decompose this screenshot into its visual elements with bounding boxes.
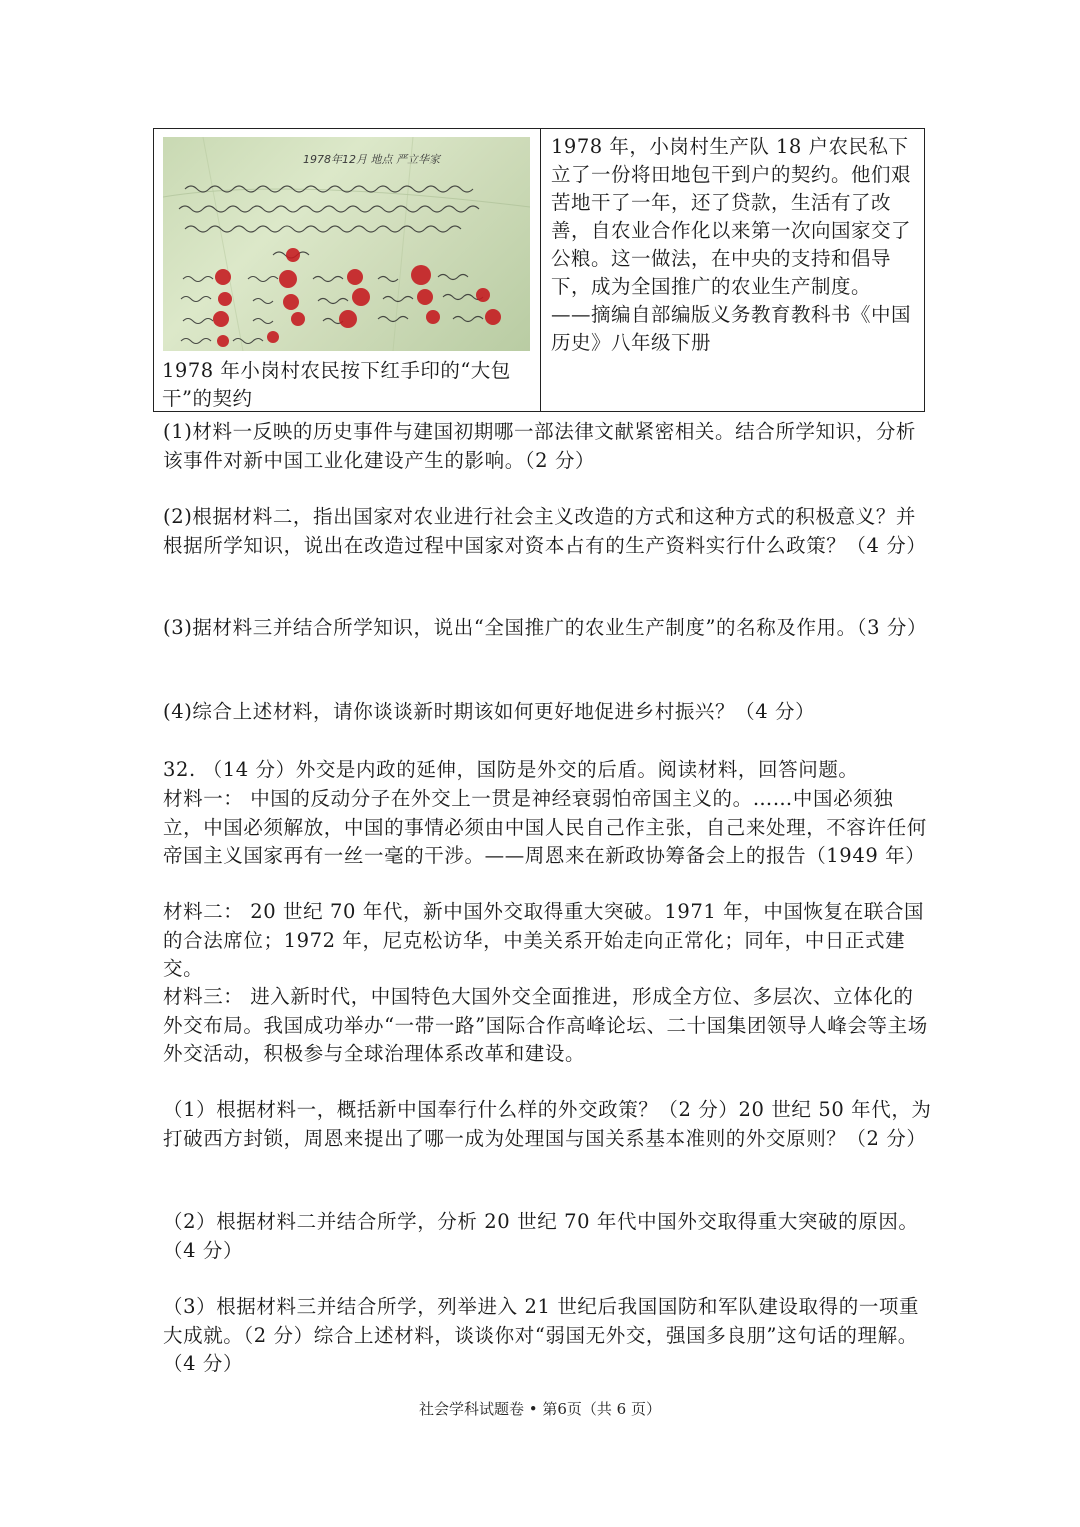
photo-caption: 1978 年小岗村农民按下红手印的“大包干”的契约 bbox=[162, 359, 511, 410]
material-photo-cell bbox=[154, 129, 541, 411]
page-footer: 社会学科试题卷 • 第6页（共 6 页） bbox=[418, 1400, 661, 1418]
q32-intro: 32. （14 分）外交是内政的延伸，国防是外交的后盾。阅读材料，回答问题。 bbox=[163, 758, 859, 781]
q32-material-2: 材料二： 20 世纪 70 年代，新中国外交取得重大突破。1971 年，中国恢复在联合国的合法席位；1972 年，尼克松访华，中美关系开始走向正常化；同年，中日正式建交。 bbox=[163, 900, 925, 980]
q31-question-2: (2)根据材料二，指出国家对农业进行社会主义改造的方式和这种方式的积极意义？并根据所学知识，说出在改造过程中国家对资本占有的生产资料实行什么政策？（4 分） bbox=[163, 505, 927, 557]
material-source: ——摘编自部编版义务教育教科书《中国历史》八年级下册 bbox=[551, 303, 912, 354]
q32-question-1: （1）根据材料一，概括新中国奉行什么样的外交政策？（2 分）20 世纪 50 年代，为打破西方封锁，周恩来提出了哪一成为处理国与国关系基本准则的外交原则？（2 分） bbox=[163, 1098, 932, 1150]
svg-text:1978年12月 地点 严立华家: 1978年12月 地点 严立华家 bbox=[303, 153, 440, 166]
q32-material-1: 材料一： 中国的反动分子在外交上一贯是神经衰弱怕帝国主义的。……中国必须独立，中国必须解放，中国的事情必须由中国人民自己作主张，自己来处理，不容许任何帝国主义国家再有一丝一毫的干涉。——周恩来在新政协筹备会上的报告（1949 年） bbox=[163, 787, 927, 867]
contract-photo bbox=[163, 137, 530, 351]
material-paragraph: 1978 年，小岗村生产队 18 户农民私下立了一份将田地包干到户的契约。他们艰苦地干了一年，还了贷款，生活有了改善，自农业合作化以来第一次向国家交了公粮。这一做法，在中央的支持和倡导下，成为全国推广的农业生产制度。 bbox=[551, 135, 912, 298]
q32-question-2: （2）根据材料二并结合所学，分析 20 世纪 70 年代中国外交取得重大突破的原因。（4 分） bbox=[163, 1210, 919, 1262]
q31-question-4: (4)综合上述材料，请你谈谈新时期该如何更好地促进乡村振兴？（4 分） bbox=[163, 700, 816, 723]
q32-material-3: 材料三： 进入新时代，中国特色大国外交全面推进，形成全方位、多层次、立体化的外交布局。我国成功举办“一带一路”国际合作高峰论坛、二十国集团领导人峰会等主场外交活动，积极参与全球治理体系改革和建设。 bbox=[163, 985, 928, 1065]
q31-question-3: (3)据材料三并结合所学知识，说出“全国推广的农业生产制度”的名称及作用。（3 分） bbox=[163, 616, 928, 639]
q32-question-3: （3）根据材料三并结合所学，列举进入 21 世纪后我国国防和军队建设取得的一项重大成就。（2 分）综合上述材料，谈谈你对“弱国无外交，强国多良朋”这句话的理解。（4 分） bbox=[163, 1295, 920, 1375]
material-table bbox=[153, 128, 925, 412]
handwritten-contract-image bbox=[163, 137, 530, 351]
material-text-cell bbox=[541, 129, 924, 411]
q31-question-1: (1)材料一反映的历史事件与建国初期哪一部法律文献紧密相关。结合所学知识，分析该事件对新中国工业化建设产生的影响。（2 分） bbox=[163, 420, 917, 472]
